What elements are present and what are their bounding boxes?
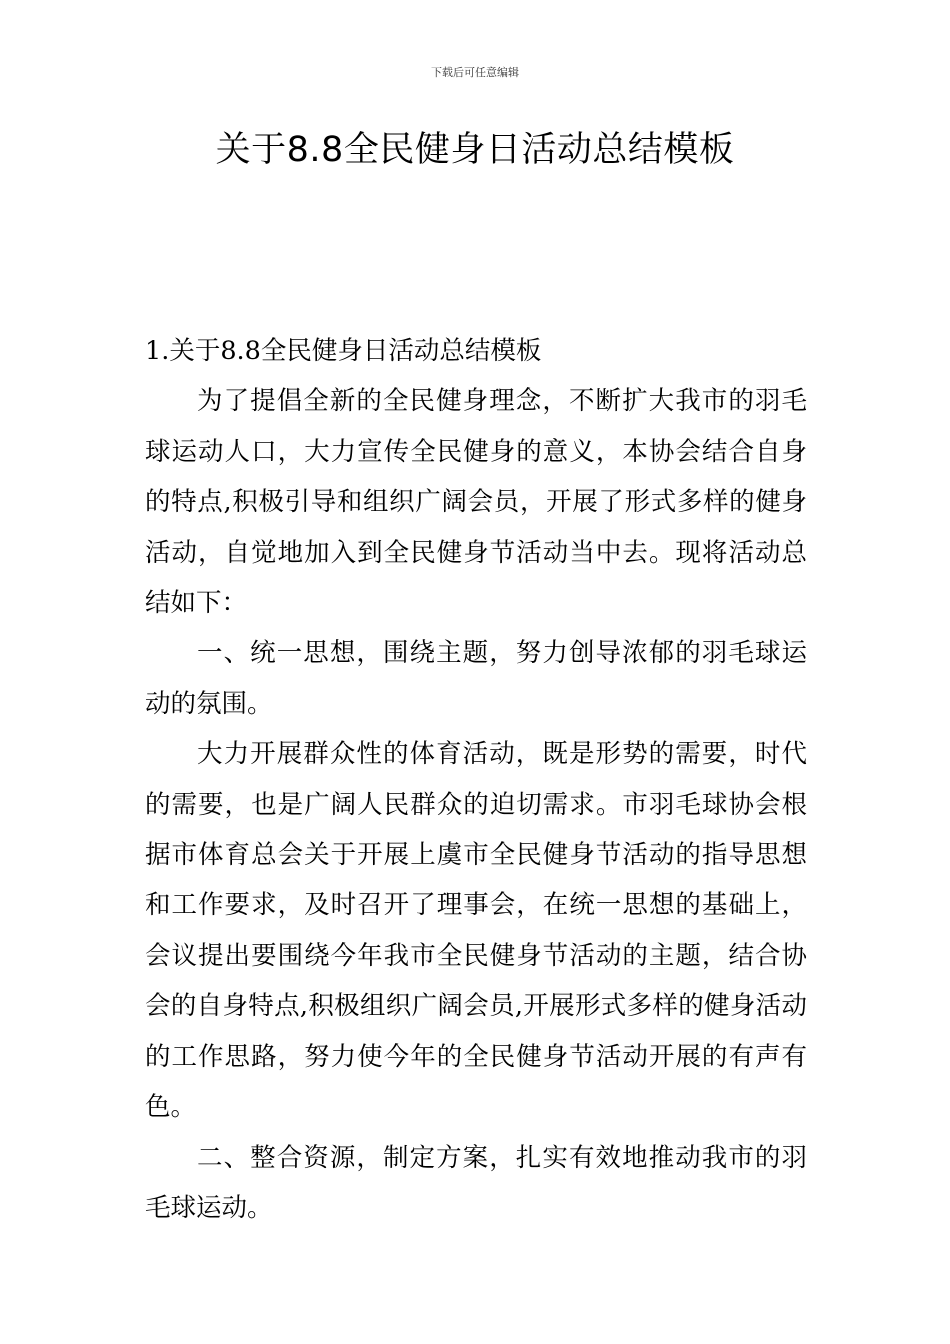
header-note: 下载后可任意编辑 bbox=[431, 66, 519, 79]
paragraph-heading: 1.关于8.8全民健身日活动总结模板 bbox=[145, 336, 542, 366]
document-body bbox=[145, 326, 807, 1233]
paragraph-section-2-heading: 二、整合资源，制定方案，扎实有效地推动我市的羽毛球运动。 bbox=[145, 1142, 807, 1223]
paragraph-section-1-body: 大力开展群众性的体育活动，既是形势的需要，时代的需要，也是广阔人民群众的迫切需求。市羽毛球协会根据市体育总会关于开展上虞市全民健身节活动的指导思想和工作要求，及时召开了理事会，在统一思想的基础上，会议提出要围绕今年我市全民健身节活动的主题，结合协会的自身特点,积极组织广阔会员,开展形式多样的健身活动的工作思路，努力使今年的全民健身节活动开展的有声有色。 bbox=[145, 739, 807, 1123]
document-title: 关于8.8全民健身日活动总结模板 bbox=[215, 130, 735, 170]
paragraph-intro: 为了提倡全新的全民健身理念，不断扩大我市的羽毛球运动人口，大力宣传全民健身的意义，本协会结合自身的特点,积极引导和组织广阔会员，开展了形式多样的健身活动，自觉地加入到全民健身节活动当中去。现将活动总结如下： bbox=[145, 386, 807, 619]
paragraph-section-1-heading: 一、统一思想，围绕主题，努力创导浓郁的羽毛球运动的氛围。 bbox=[145, 638, 807, 719]
